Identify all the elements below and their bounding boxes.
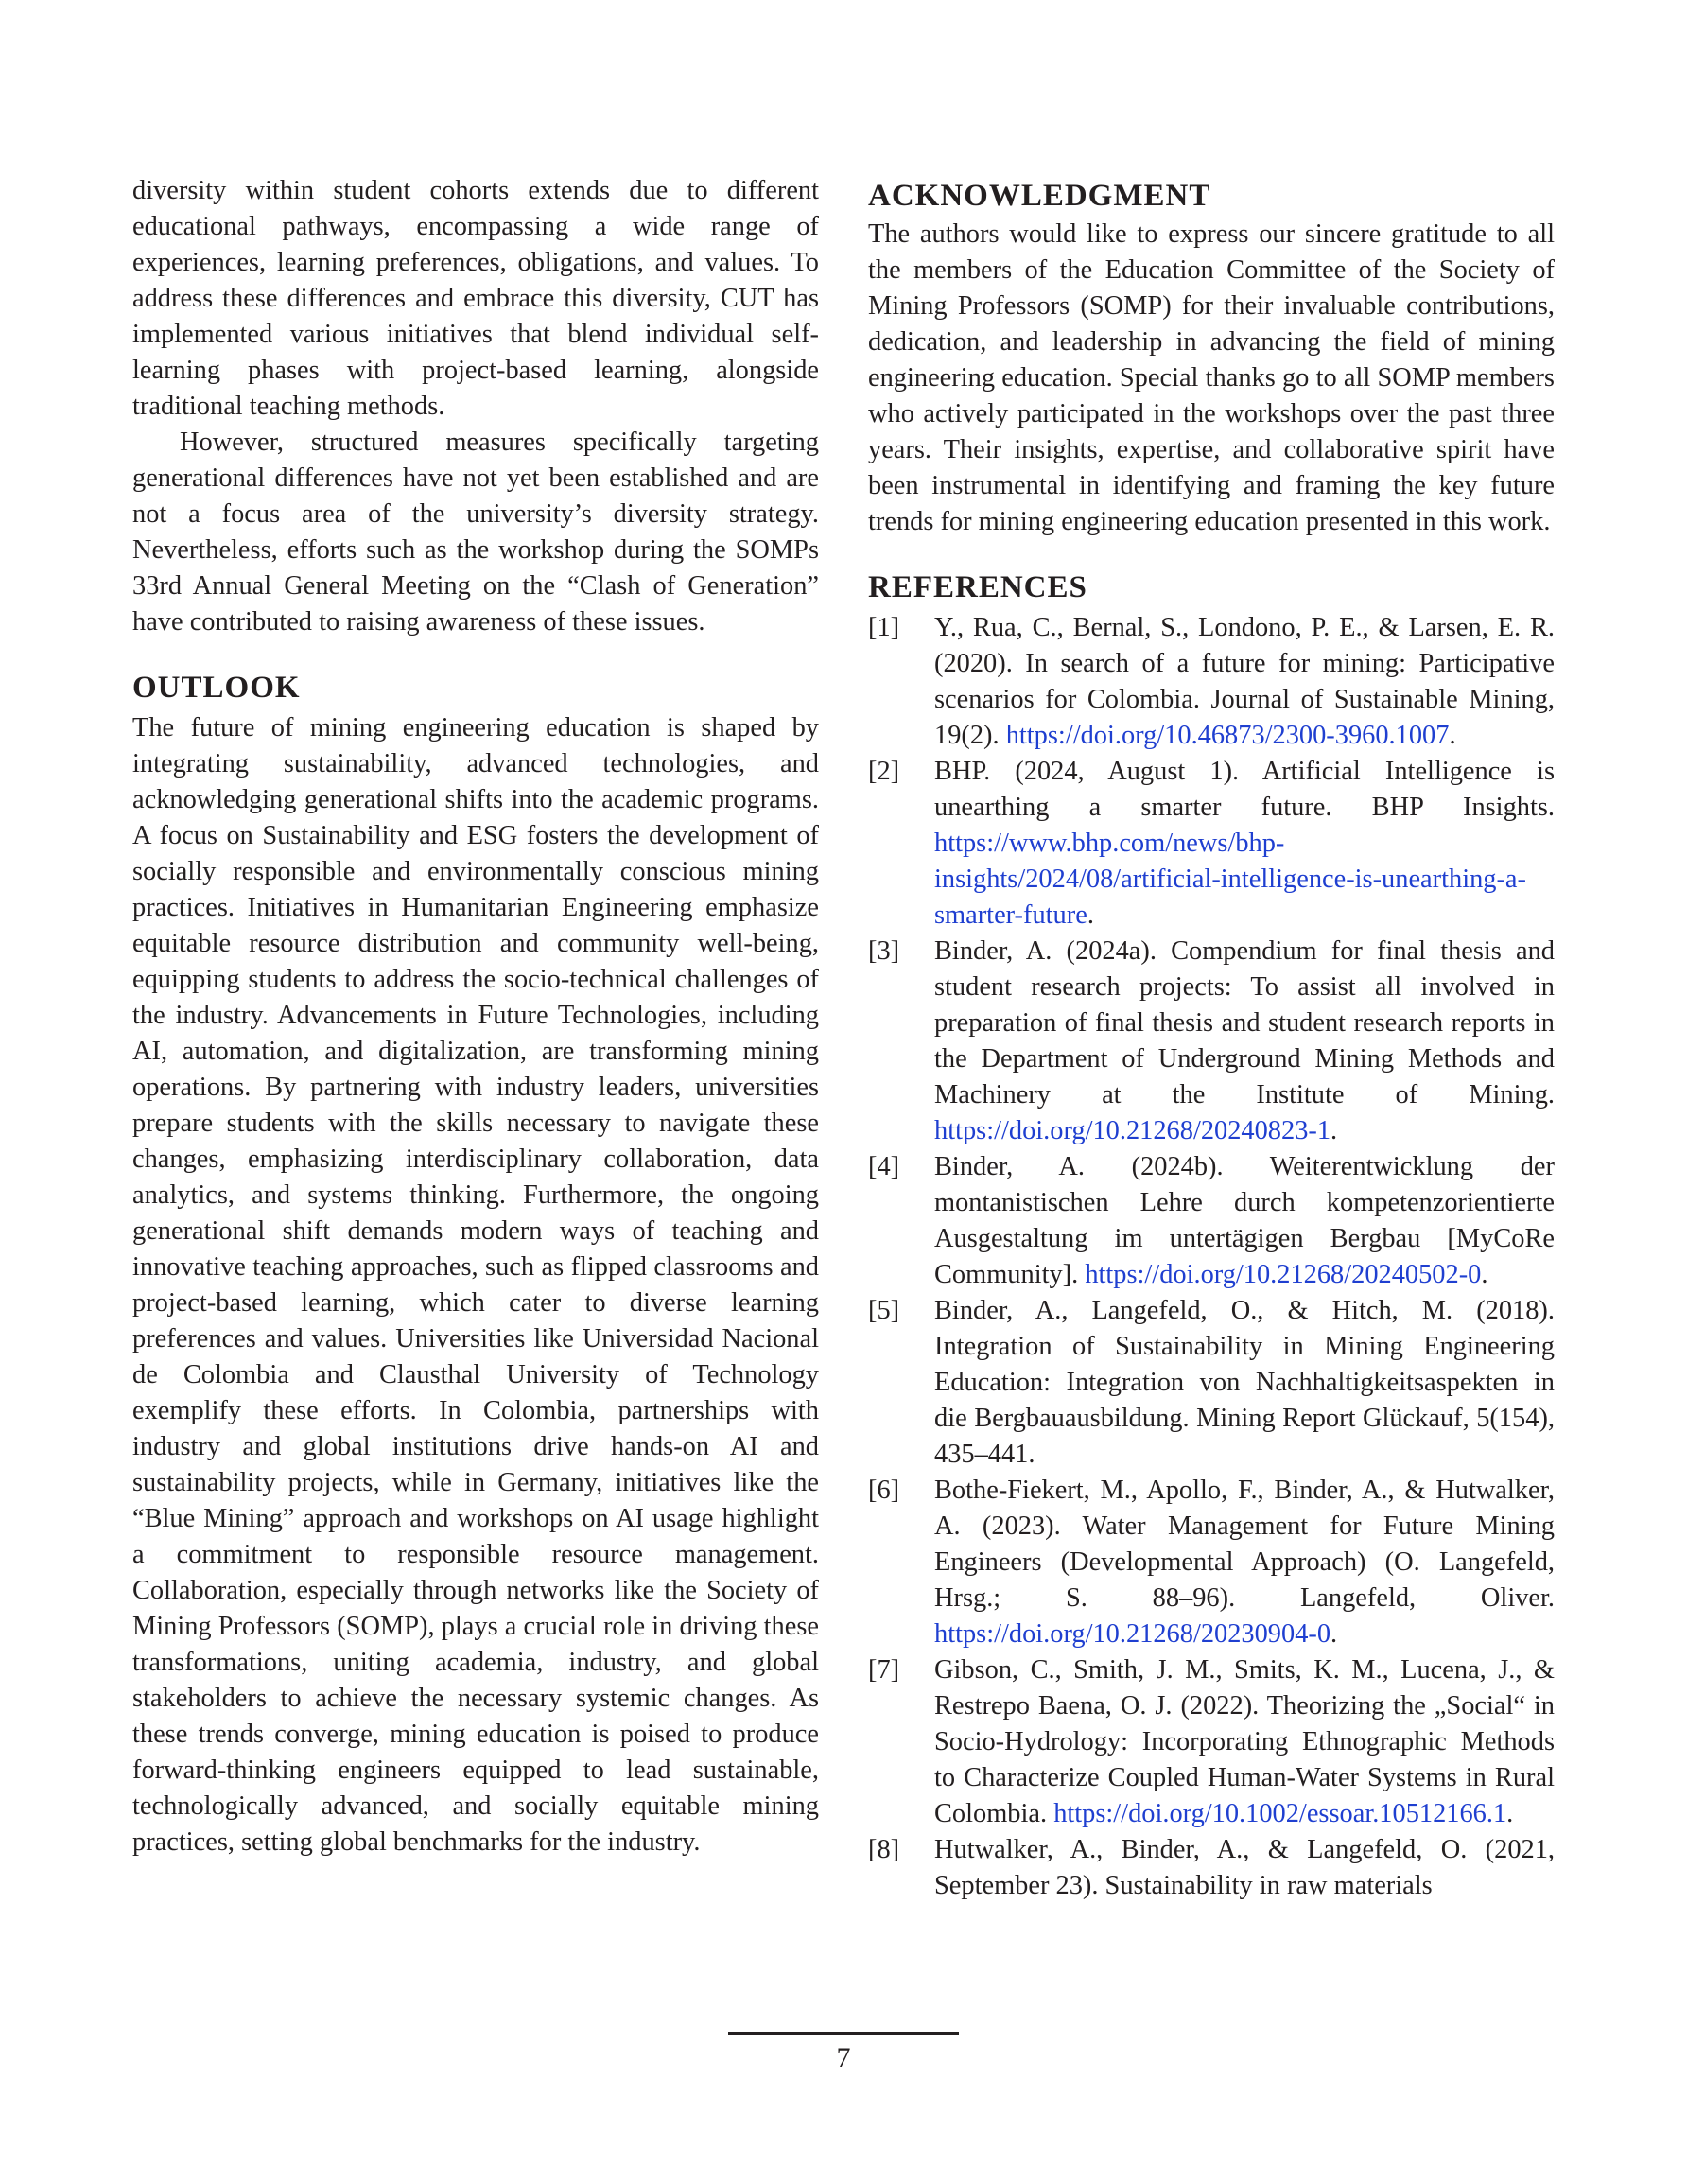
reference-link[interactable]: https://doi.org/10.46873/2300-3960.1007	[1005, 721, 1450, 750]
reference-list	[868, 610, 1555, 1904]
reference-item	[868, 1832, 1555, 1904]
right-column	[868, 173, 1555, 1904]
reference-citation: BHP. (2024, August 1). Artificial Intelligence is unearthing a smarter future. BHP Insights.	[934, 757, 1555, 822]
reference-text	[934, 934, 1555, 1149]
reference-number: [6]	[868, 1476, 900, 1505]
reference-number: [1]	[868, 613, 900, 642]
reference-item	[868, 1149, 1555, 1293]
reference-end: .	[1506, 1799, 1514, 1828]
reference-number: [2]	[868, 757, 900, 786]
reference-link[interactable]: https://doi.org/10.1002/essoar.10512166.1	[1053, 1799, 1507, 1828]
reference-link[interactable]: https://doi.org/10.21268/20240823-1	[934, 1116, 1331, 1145]
reference-link[interactable]: https://doi.org/10.21268/20230904-0	[934, 1619, 1331, 1649]
section-heading-acknowledgment: ACKNOWLEDGMENT	[868, 179, 1211, 213]
reference-citation: Y., Rua, C., Bernal, S., Londono, P. E., & Larsen, E. R. (2020). In search of a future for mining: Participative scenarios for Colombia. Journal of Sustainable Mining, 19(2).	[934, 613, 1555, 750]
outlook-paragraph: The future of mining engineering education is shaped by integrating sustainability, advanced technologies, and acknowledging generational shifts into the academic programs. A focus on Sustainability and ESG fosters the development of socially responsible and environmentally conscious mining practices. Initiatives in Humanitarian Engineering emphasize equitable resource distribution and community well-being, equipping students to address the socio-technical challenges of the industry. Advancements in Future Technologies, including AI, automation, and digitalization, are transforming mining operations. By partnering with industry leaders, universities prepare students with the skills necessary to navigate these changes, emphasizing interdisciplinary collaboration, data analytics, and systems thinking. Furthermore, the ongoing generational shift demands modern ways of teaching and innovative teaching approaches, such as flipped classrooms and project-based learning, which cater to diverse learning preferences and values. Universities like Universidad Nacional de Colombia and Clausthal University of Technology exemplify these efforts. In Colombia, partnerships with industry and global institutions drive hands-on AI and sustainability projects, while in Germany, initiatives like the “Blue Mining” approach and workshops on AI usage highlight a commitment to responsible resource management. Collaboration, especially through networks like the Society of Mining Professors (SOMP), plays a crucial role in driving these transformations, uniting academia, industry, and global stakeholders to achieve the necessary systemic changes. As these trends converge, mining education is poised to produce forward-thinking engineers equipped to lead sustainable, technologically advanced, and socially equitable mining practices, setting global benchmarks for the industry.	[132, 713, 819, 1857]
reference-citation: Binder, A. (2024a). Compendium for final thesis and student research projects: To assist all involved in preparation of final thesis and student research reports in the Department of Underground Mining Methods and Machinery at the Institute of Mining.	[934, 936, 1555, 1109]
reference-text	[934, 1149, 1555, 1293]
reference-text	[934, 1652, 1555, 1832]
body-paragraph: diversity within student cohorts extends due to different educational pathways, encompassing a wide range of experiences, learning preferences, obligations, and values. To address these differences and embrace this diversity, CUT has implemented various initiatives that blend individual self-learning phases with project-based learning, alongside traditional teaching methods.	[132, 176, 819, 421]
reference-number: [5]	[868, 1296, 900, 1325]
reference-citation: Binder, A. (2024b). Weiterentwicklung der montanistischen Lehre durch kompetenzorientierte Ausgestaltung im untertägigen Bergbau [MyCoRe Community].	[934, 1152, 1555, 1289]
reference-citation: Hutwalker, A., Binder, A., & Langefeld, O. (2021, September 23). Sustainability in raw materials	[934, 1835, 1555, 1900]
reference-text	[934, 754, 1555, 934]
section-heading-outlook: OUTLOOK	[132, 671, 301, 705]
reference-number: [7]	[868, 1655, 900, 1685]
section-heading-references: REFERENCES	[868, 570, 1087, 604]
reference-text	[934, 610, 1555, 754]
reference-text	[934, 1832, 1555, 1904]
reference-number: [8]	[868, 1835, 900, 1864]
reference-end: .	[1087, 900, 1094, 930]
reference-end: .	[1449, 721, 1456, 750]
reference-citation: Bothe-Fiekert, M., Apollo, F., Binder, A., & Hutwalker, A. (2023). Water Management for Future Mining Engineers (Developmental Approach) (O. Langefeld, Hrsg.; S. 88–96). Langefeld, Oliver.	[934, 1476, 1555, 1613]
page-number: 7	[836, 2042, 851, 2073]
reference-number: [4]	[868, 1152, 900, 1181]
reference-item	[868, 1293, 1555, 1473]
reference-citation: Gibson, C., Smith, J. M., Smits, K. M., Lucena, J., & Restrepo Baena, O. J. (2022). Theorizing the „Social“ in Socio-Hydrology: Incorporating Ethnographic Methods to Characterize Coupled Human-Water Systems in Rural Colombia.	[934, 1655, 1555, 1828]
reference-item	[868, 754, 1555, 934]
reference-item	[868, 1652, 1555, 1832]
reference-item	[868, 610, 1555, 754]
reference-item	[868, 934, 1555, 1149]
reference-text	[934, 1293, 1555, 1473]
reference-number: [3]	[868, 936, 900, 966]
reference-end: .	[1481, 1260, 1488, 1289]
left-column	[132, 173, 819, 1861]
footer-divider	[728, 2032, 959, 2035]
body-paragraph: However, structured measures specifically targeting generational differences have not yet been established and are not a focus area of the university’s diversity strategy. Nevertheless, efforts such as the workshop during the SOMPs 33rd Annual General Meeting on the “Clash of Generation” have contributed to raising awareness of these issues.	[132, 428, 819, 637]
reference-citation: Binder, A., Langefeld, O., & Hitch, M. (2018). Integration of Sustainability in Mining Engineering Education: Integration von Nachhaltigkeitsaspekten in die Bergbauausbildung. Mining Report Glückauf, 5(154), 435–441.	[934, 1296, 1555, 1469]
reference-end: .	[1330, 1619, 1338, 1649]
reference-item	[868, 1473, 1555, 1652]
reference-end: .	[1330, 1116, 1338, 1145]
reference-link[interactable]: https://www.bhp.com/news/bhp-insights/2024/08/artificial-intelligence-is-unearthing-a-smarter-future	[934, 829, 1526, 930]
reference-text	[934, 1473, 1555, 1652]
acknowledgment-paragraph: The authors would like to express our sincere gratitude to all the members of the Education Committee of the Society of Mining Professors (SOMP) for their invaluable contributions, dedication, and leadership in advancing the field of mining engineering education. Special thanks go to all SOMP members who actively participated in the workshops over the past three years. Their insights, expertise, and collaborative spirit have been instrumental in identifying and framing the key future trends for mining engineering education presented in this work.	[868, 219, 1555, 536]
reference-link[interactable]: https://doi.org/10.21268/20240502-0	[1085, 1260, 1482, 1289]
